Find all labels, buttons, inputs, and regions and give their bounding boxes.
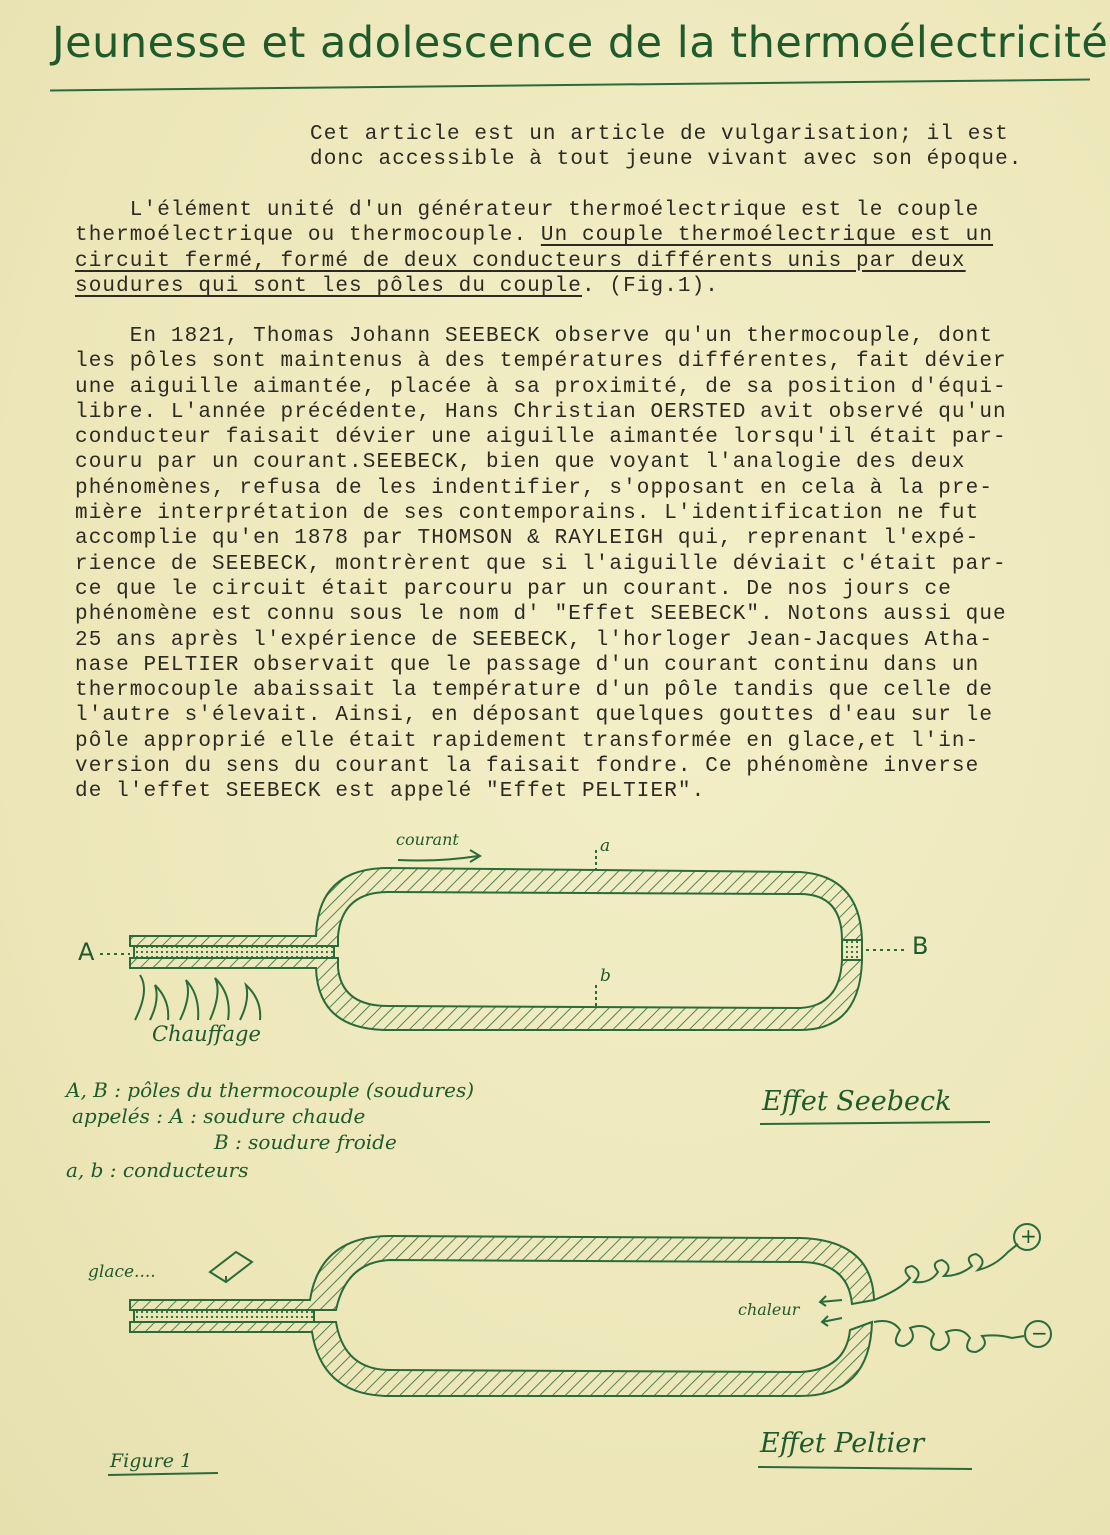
current-arrow bbox=[398, 856, 478, 861]
paragraph-line: une aiguille aimantée, placée à sa proximité, de sa position d'équi- bbox=[75, 375, 1007, 399]
intro-line: donc accessible à tout jeune vivant avec son époque. bbox=[310, 148, 1023, 172]
paragraph-line: L'élément unité d'un générateur thermoélectrique est le couple bbox=[75, 199, 980, 222]
paragraph-line: version du sens du courant la faisait fondre. Ce phénomène inverse bbox=[75, 755, 980, 779]
legend-line: B : soudure froide bbox=[214, 1130, 397, 1154]
flame-icon bbox=[135, 975, 260, 1020]
paragraph-line: ce que le circuit était parcouru par un courant. De nos jours ce bbox=[75, 577, 952, 601]
paragraph-line: phénomènes, refusa de les indentifier, s'opposant en cela à la pre- bbox=[75, 476, 994, 500]
plus-sign: + bbox=[1020, 1224, 1037, 1248]
paragraph-line: conducteur faisait dévier une aiguille aimantée lorsqu'il était par- bbox=[75, 426, 1007, 450]
conductor-b-label: b bbox=[600, 966, 611, 986]
ice-label: glace.... bbox=[88, 1262, 156, 1282]
paragraph-line: thermocouple abaissait la température d'un pôle tandis que celle de bbox=[75, 679, 994, 703]
current-label: courant bbox=[396, 830, 459, 849]
paragraph-line: couru par un courant.SEEBECK, bien que voyant l'analogie des deux bbox=[75, 451, 966, 475]
peltier-caption-underline bbox=[758, 1467, 972, 1469]
figure-label: Figure 1 bbox=[110, 1450, 193, 1472]
heat-arrows bbox=[820, 1296, 842, 1326]
conductor-lower bbox=[130, 1322, 872, 1396]
paragraph-line: nase PELTIER observait que le passage d'un courant continu dans un bbox=[75, 653, 980, 677]
paragraph-line: pôle approprié elle était rapidement transformée en glace,et l'in- bbox=[75, 729, 980, 753]
intro-line: Cet article est un article de vulgarisation; il est bbox=[310, 123, 1009, 146]
underlined-definition: Un couple thermoélectrique est un bbox=[540, 224, 994, 248]
seebeck-caption-underline bbox=[760, 1122, 990, 1124]
cold-junction-b bbox=[842, 940, 862, 960]
legend-line: A, B : pôles du thermocouple (soudures) bbox=[66, 1078, 475, 1102]
plain-text: thermoélectrique ou thermocouple. bbox=[75, 224, 541, 248]
paragraph-line: de l'effet SEEBECK est appelé "Effet PELTIER". bbox=[75, 780, 706, 804]
article-title: Jeunesse et adolescence de la thermoélectricité bbox=[52, 18, 1109, 68]
underlined-definition: circuit fermé, formé de deux conducteurs différents unis par deux bbox=[75, 249, 966, 273]
paragraph-line: En 1821, Thomas Johann SEEBECK observe qu'un thermocouple, dont bbox=[75, 325, 994, 348]
conductor-a bbox=[130, 868, 862, 946]
paragraph-line: libre. L'année précédente, Hans Christian OERSTED avit observé qu'un bbox=[75, 400, 1007, 424]
conductor-a-label: a bbox=[600, 836, 611, 856]
paragraph-line: rience de SEEBECK, montrèrent que si l'aiguille déviait c'était par- bbox=[75, 552, 1007, 576]
peltier-caption: Effet Peltier bbox=[760, 1428, 925, 1459]
legend-line: appelés : A : soudure chaude bbox=[72, 1104, 366, 1128]
paragraph-line: 25 ans après l'expérience de SEEBECK, l'horloger Jean-Jacques Atha- bbox=[75, 628, 994, 652]
ice-block-icon bbox=[210, 1252, 252, 1282]
peltier-thermocouple bbox=[130, 1224, 1051, 1396]
legend-line: a, b : conducteurs bbox=[66, 1158, 249, 1182]
paragraph-line: phénomène est connu sous le nom d' "Effet SEEBECK". Notons aussi que bbox=[75, 603, 1007, 627]
seebeck-caption: Effet Seebeck bbox=[762, 1086, 952, 1117]
wire-negative bbox=[874, 1321, 1024, 1352]
cooled-junction bbox=[134, 1310, 314, 1322]
plain-text: . (Fig.1). bbox=[581, 274, 720, 298]
conductor-upper bbox=[130, 1236, 874, 1310]
paragraph-line: mière interprétation de ses contemporains. L'identification ne fut bbox=[75, 502, 980, 526]
minus-sign: − bbox=[1031, 1321, 1048, 1345]
figure-label-underline bbox=[108, 1473, 218, 1475]
paragraph-line: les pôles sont maintenus à des températures différentes, fait dévier bbox=[75, 350, 1007, 374]
wire-positive bbox=[874, 1244, 1018, 1300]
underlined-definition: soudures qui sont les pôles du couple bbox=[75, 274, 582, 298]
heating-label: Chauffage bbox=[152, 1022, 261, 1046]
seebeck-thermocouple bbox=[100, 850, 905, 1030]
paragraph-line: accomplie qu'en 1878 par THOMSON & RAYLEIGH qui, reprenant l'expé- bbox=[75, 527, 980, 551]
heat-label: chaleur bbox=[738, 1300, 800, 1319]
paragraph-line: l'autre s'élevait. Ainsi, en déposant quelques gouttes d'eau sur le bbox=[75, 704, 994, 728]
hot-junction-a bbox=[134, 946, 334, 958]
pole-a-label: A bbox=[78, 938, 95, 966]
pole-b-label: B bbox=[912, 932, 929, 960]
